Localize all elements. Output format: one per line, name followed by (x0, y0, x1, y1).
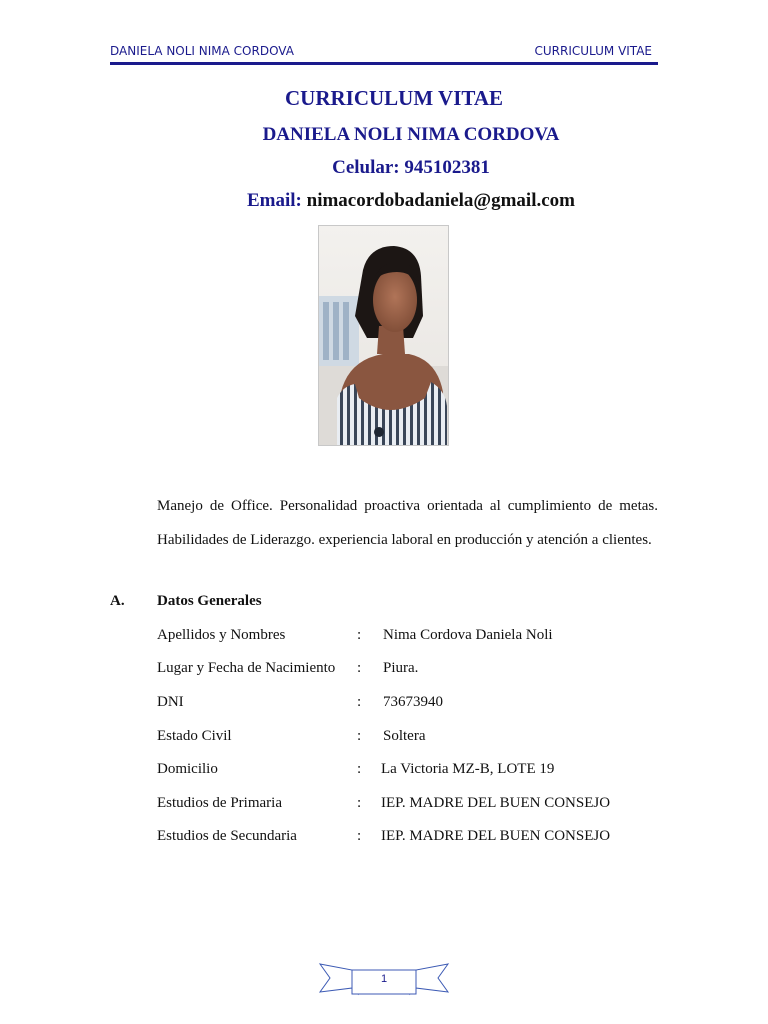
row-value: IEP. MADRE DEL BUEN CONSEJO (381, 795, 611, 811)
data-row-nacimiento (157, 660, 677, 680)
row-separator: : (357, 728, 362, 744)
row-value: IEP. MADRE DEL BUEN CONSEJO (381, 828, 611, 844)
row-separator: : (357, 694, 362, 710)
row-label: Apellidos y Nombres (157, 627, 286, 643)
row-label: DNI (157, 694, 184, 710)
row-value: Nima Cordova Daniela Noli (383, 627, 553, 643)
data-row-domicilio (157, 761, 677, 781)
data-row-primaria (157, 795, 677, 815)
row-separator: : (357, 627, 362, 643)
page-number-ribbon (318, 962, 450, 998)
applicant-name: DANIELA NOLI NIMA CORDOVA (262, 124, 560, 145)
row-separator: : (357, 761, 362, 777)
row-label: Domicilio (157, 761, 218, 777)
data-row-dni (157, 694, 677, 714)
row-value: Piura. (383, 660, 419, 676)
row-label: Estado Civil (157, 728, 232, 744)
row-separator: : (357, 828, 362, 844)
section-number: A. (110, 593, 125, 609)
page-header (110, 42, 658, 65)
page-number: 1 (380, 973, 388, 985)
row-separator: : (357, 795, 362, 811)
row-label: Lugar y Fecha de Nacimiento (157, 660, 336, 676)
row-label: Estudios de Primaria (157, 795, 282, 811)
row-value: La Victoria MZ-B, LOTE 19 (381, 761, 555, 777)
header-name: DANIELA NOLI NIMA CORDOVA (110, 44, 294, 58)
email-line (27, 190, 768, 212)
email-label: Email: (246, 190, 302, 211)
document-title: CURRICULUM VITAE (285, 86, 503, 110)
row-value: 73673940 (383, 694, 443, 710)
data-row-apellidos (157, 627, 677, 647)
data-row-secundaria (157, 828, 677, 848)
data-row-estado-civil (157, 728, 677, 748)
profile-photo (318, 225, 449, 446)
section-heading: Datos Generales (157, 593, 262, 609)
row-value: Soltera (383, 728, 426, 744)
profile-summary: Manejo de Office. Personalidad proactiva orientada al cumplimiento de metas. Habilidades de Liderazgo. experiencia laboral en producción y atención a clientes. (157, 498, 658, 548)
header-doc-title: CURRICULUM VITAE (534, 44, 652, 58)
phone-line: Celular: 945102381 (332, 157, 490, 178)
row-label: Estudios de Secundaria (157, 828, 297, 844)
row-separator: : (357, 660, 362, 676)
email-value: nimacordobadaniela@gmail.com (306, 190, 575, 211)
